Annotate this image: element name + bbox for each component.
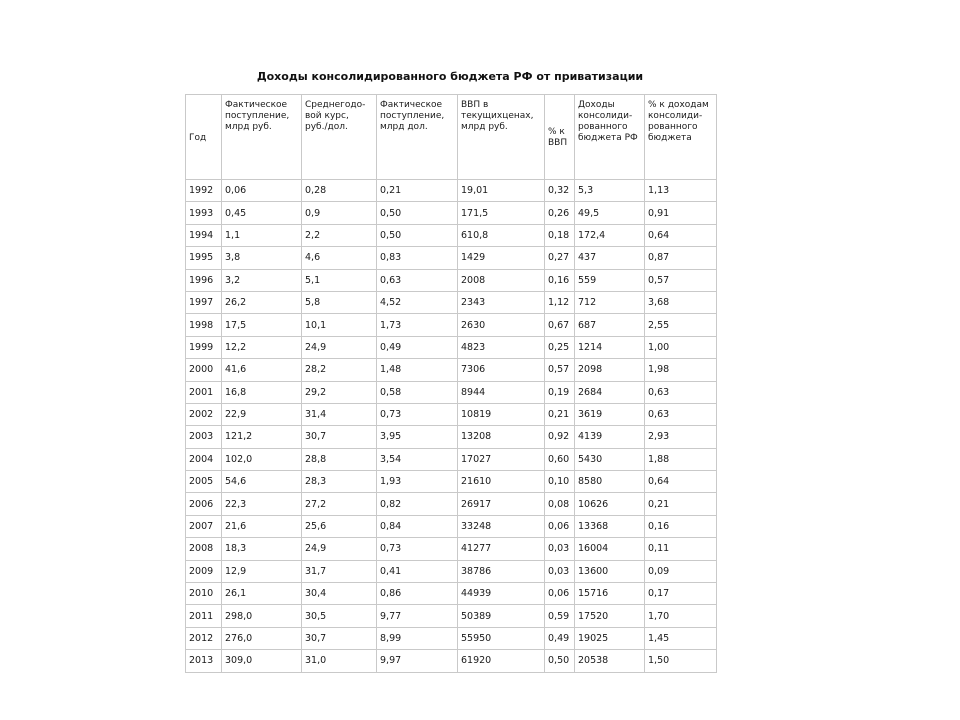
col-header-revenue-usd: Фактическое поступление, млрд дол. xyxy=(377,95,458,180)
cell-pct-budget: 1,45 xyxy=(645,627,717,649)
cell-year: 1993 xyxy=(186,202,222,224)
table-row xyxy=(186,515,717,537)
cell-revenue-rub: 18,3 xyxy=(222,538,302,560)
cell-gdp: 17027 xyxy=(458,448,545,470)
cell-revenue-rub: 121,2 xyxy=(222,426,302,448)
col-header-revenue-rub: Фактическое поступление, млрд руб. xyxy=(222,95,302,180)
cell-revenue-usd: 1,93 xyxy=(377,471,458,493)
cell-pct-budget: 0,57 xyxy=(645,269,717,291)
cell-exchange-rate: 0,9 xyxy=(302,202,377,224)
table-row xyxy=(186,336,717,358)
cell-year: 2007 xyxy=(186,515,222,537)
cell-exchange-rate: 30,7 xyxy=(302,426,377,448)
table-row xyxy=(186,605,717,627)
cell-pct-budget: 1,00 xyxy=(645,336,717,358)
cell-pct-gdp: 0,06 xyxy=(545,583,575,605)
cell-budget-revenue: 8580 xyxy=(575,471,645,493)
cell-revenue-usd: 0,41 xyxy=(377,560,458,582)
cell-revenue-rub: 54,6 xyxy=(222,471,302,493)
cell-year: 1998 xyxy=(186,314,222,336)
cell-revenue-usd: 0,73 xyxy=(377,538,458,560)
table-row xyxy=(186,493,717,515)
cell-pct-gdp: 0,25 xyxy=(545,336,575,358)
cell-year: 2011 xyxy=(186,605,222,627)
cell-gdp: 610,8 xyxy=(458,224,545,246)
cell-year: 2003 xyxy=(186,426,222,448)
cell-year: 2004 xyxy=(186,448,222,470)
cell-pct-gdp: 0,10 xyxy=(545,471,575,493)
cell-pct-gdp: 0,59 xyxy=(545,605,575,627)
cell-revenue-rub: 26,2 xyxy=(222,291,302,313)
col-header-year: Год xyxy=(186,95,222,180)
table-title: Доходы консолидированного бюджета РФ от приватизации xyxy=(256,70,644,83)
table-row xyxy=(186,538,717,560)
cell-revenue-usd: 9,77 xyxy=(377,605,458,627)
cell-year: 2001 xyxy=(186,381,222,403)
cell-gdp: 50389 xyxy=(458,605,545,627)
cell-budget-revenue: 13600 xyxy=(575,560,645,582)
cell-pct-gdp: 0,16 xyxy=(545,269,575,291)
cell-gdp: 55950 xyxy=(458,627,545,649)
cell-exchange-rate: 31,4 xyxy=(302,403,377,425)
cell-pct-budget: 1,13 xyxy=(645,180,717,202)
cell-year: 2006 xyxy=(186,493,222,515)
cell-pct-gdp: 0,57 xyxy=(545,359,575,381)
cell-exchange-rate: 30,7 xyxy=(302,627,377,649)
cell-exchange-rate: 28,8 xyxy=(302,448,377,470)
cell-revenue-usd: 0,86 xyxy=(377,583,458,605)
cell-budget-revenue: 5430 xyxy=(575,448,645,470)
cell-year: 1992 xyxy=(186,180,222,202)
cell-pct-budget: 0,63 xyxy=(645,403,717,425)
cell-year: 1996 xyxy=(186,269,222,291)
cell-exchange-rate: 31,7 xyxy=(302,560,377,582)
cell-gdp: 61920 xyxy=(458,650,545,672)
table-row xyxy=(186,471,717,493)
cell-year: 1994 xyxy=(186,224,222,246)
cell-gdp: 2630 xyxy=(458,314,545,336)
cell-pct-budget: 0,09 xyxy=(645,560,717,582)
cell-budget-revenue: 13368 xyxy=(575,515,645,537)
cell-pct-budget: 0,63 xyxy=(645,381,717,403)
table-row xyxy=(186,448,717,470)
cell-budget-revenue: 687 xyxy=(575,314,645,336)
cell-exchange-rate: 5,8 xyxy=(302,291,377,313)
cell-budget-revenue: 49,5 xyxy=(575,202,645,224)
cell-budget-revenue: 19025 xyxy=(575,627,645,649)
cell-year: 2009 xyxy=(186,560,222,582)
cell-gdp: 171,5 xyxy=(458,202,545,224)
cell-revenue-usd: 3,54 xyxy=(377,448,458,470)
col-header-exchange-rate: Среднегодо-вой курс, руб./дол. xyxy=(302,95,377,180)
cell-gdp: 38786 xyxy=(458,560,545,582)
table-row xyxy=(186,560,717,582)
cell-exchange-rate: 2,2 xyxy=(302,224,377,246)
cell-pct-budget: 1,88 xyxy=(645,448,717,470)
cell-gdp: 41277 xyxy=(458,538,545,560)
cell-budget-revenue: 5,3 xyxy=(575,180,645,202)
cell-exchange-rate: 24,9 xyxy=(302,538,377,560)
cell-revenue-usd: 0,83 xyxy=(377,247,458,269)
cell-revenue-rub: 309,0 xyxy=(222,650,302,672)
cell-revenue-usd: 9,97 xyxy=(377,650,458,672)
table-row xyxy=(186,291,717,313)
cell-revenue-rub: 3,2 xyxy=(222,269,302,291)
cell-revenue-rub: 298,0 xyxy=(222,605,302,627)
cell-budget-revenue: 15716 xyxy=(575,583,645,605)
cell-year: 2002 xyxy=(186,403,222,425)
cell-gdp: 7306 xyxy=(458,359,545,381)
cell-pct-budget: 0,91 xyxy=(645,202,717,224)
cell-gdp: 26917 xyxy=(458,493,545,515)
cell-budget-revenue: 172,4 xyxy=(575,224,645,246)
cell-pct-budget: 1,70 xyxy=(645,605,717,627)
cell-revenue-rub: 1,1 xyxy=(222,224,302,246)
cell-pct-gdp: 0,03 xyxy=(545,538,575,560)
cell-revenue-rub: 21,6 xyxy=(222,515,302,537)
cell-pct-budget: 0,64 xyxy=(645,224,717,246)
table-row xyxy=(186,426,717,448)
table-row xyxy=(186,224,717,246)
cell-exchange-rate: 28,2 xyxy=(302,359,377,381)
cell-revenue-rub: 41,6 xyxy=(222,359,302,381)
cell-exchange-rate: 30,4 xyxy=(302,583,377,605)
cell-gdp: 44939 xyxy=(458,583,545,605)
cell-year: 2013 xyxy=(186,650,222,672)
cell-budget-revenue: 559 xyxy=(575,269,645,291)
cell-pct-budget: 0,64 xyxy=(645,471,717,493)
cell-pct-gdp: 0,19 xyxy=(545,381,575,403)
cell-year: 2010 xyxy=(186,583,222,605)
cell-revenue-usd: 3,95 xyxy=(377,426,458,448)
cell-budget-revenue: 2684 xyxy=(575,381,645,403)
table-row xyxy=(186,650,717,672)
cell-pct-gdp: 0,21 xyxy=(545,403,575,425)
cell-budget-revenue: 10626 xyxy=(575,493,645,515)
cell-year: 1999 xyxy=(186,336,222,358)
cell-revenue-rub: 22,9 xyxy=(222,403,302,425)
cell-exchange-rate: 28,3 xyxy=(302,471,377,493)
cell-exchange-rate: 29,2 xyxy=(302,381,377,403)
cell-year: 1997 xyxy=(186,291,222,313)
cell-pct-budget: 3,68 xyxy=(645,291,717,313)
cell-gdp: 4823 xyxy=(458,336,545,358)
col-header-pct-budget: % к доходам консолиди-рованного бюджета xyxy=(645,95,717,180)
cell-exchange-rate: 0,28 xyxy=(302,180,377,202)
cell-pct-gdp: 0,26 xyxy=(545,202,575,224)
cell-revenue-usd: 8,99 xyxy=(377,627,458,649)
cell-exchange-rate: 31,0 xyxy=(302,650,377,672)
cell-revenue-usd: 0,82 xyxy=(377,493,458,515)
cell-pct-budget: 2,55 xyxy=(645,314,717,336)
col-header-budget-revenue: Доходы консолиди-рованного бюджета РФ xyxy=(575,95,645,180)
cell-pct-gdp: 0,67 xyxy=(545,314,575,336)
cell-revenue-rub: 16,8 xyxy=(222,381,302,403)
cell-pct-budget: 1,98 xyxy=(645,359,717,381)
cell-revenue-usd: 0,58 xyxy=(377,381,458,403)
cell-revenue-usd: 0,49 xyxy=(377,336,458,358)
table-row xyxy=(186,314,717,336)
table-row xyxy=(186,202,717,224)
cell-revenue-rub: 17,5 xyxy=(222,314,302,336)
cell-year: 1995 xyxy=(186,247,222,269)
cell-revenue-usd: 0,50 xyxy=(377,202,458,224)
cell-pct-gdp: 1,12 xyxy=(545,291,575,313)
cell-pct-budget: 2,93 xyxy=(645,426,717,448)
cell-exchange-rate: 30,5 xyxy=(302,605,377,627)
cell-gdp: 33248 xyxy=(458,515,545,537)
cell-pct-gdp: 0,92 xyxy=(545,426,575,448)
cell-pct-gdp: 0,27 xyxy=(545,247,575,269)
cell-budget-revenue: 1214 xyxy=(575,336,645,358)
cell-year: 2008 xyxy=(186,538,222,560)
cell-pct-budget: 0,17 xyxy=(645,583,717,605)
cell-revenue-usd: 0,84 xyxy=(377,515,458,537)
cell-pct-gdp: 0,06 xyxy=(545,515,575,537)
cell-revenue-rub: 12,2 xyxy=(222,336,302,358)
cell-pct-gdp: 0,03 xyxy=(545,560,575,582)
col-header-pct-gdp: % к ВВП xyxy=(545,95,575,180)
cell-year: 2005 xyxy=(186,471,222,493)
cell-revenue-rub: 276,0 xyxy=(222,627,302,649)
cell-revenue-usd: 0,63 xyxy=(377,269,458,291)
cell-exchange-rate: 5,1 xyxy=(302,269,377,291)
header-row xyxy=(186,95,717,180)
table-row xyxy=(186,403,717,425)
cell-year: 2012 xyxy=(186,627,222,649)
cell-budget-revenue: 437 xyxy=(575,247,645,269)
cell-revenue-rub: 102,0 xyxy=(222,448,302,470)
table-row xyxy=(186,381,717,403)
table-row xyxy=(186,583,717,605)
cell-revenue-usd: 0,50 xyxy=(377,224,458,246)
cell-exchange-rate: 24,9 xyxy=(302,336,377,358)
cell-gdp: 2343 xyxy=(458,291,545,313)
cell-pct-gdp: 0,32 xyxy=(545,180,575,202)
table-row xyxy=(186,359,717,381)
cell-exchange-rate: 4,6 xyxy=(302,247,377,269)
cell-budget-revenue: 4139 xyxy=(575,426,645,448)
cell-pct-budget: 0,16 xyxy=(645,515,717,537)
cell-revenue-usd: 1,48 xyxy=(377,359,458,381)
cell-revenue-usd: 4,52 xyxy=(377,291,458,313)
cell-pct-gdp: 0,60 xyxy=(545,448,575,470)
cell-pct-gdp: 0,50 xyxy=(545,650,575,672)
cell-gdp: 2008 xyxy=(458,269,545,291)
cell-pct-budget: 1,50 xyxy=(645,650,717,672)
cell-revenue-rub: 26,1 xyxy=(222,583,302,605)
cell-revenue-usd: 1,73 xyxy=(377,314,458,336)
cell-budget-revenue: 2098 xyxy=(575,359,645,381)
cell-budget-revenue: 17520 xyxy=(575,605,645,627)
table-row xyxy=(186,180,717,202)
cell-revenue-rub: 3,8 xyxy=(222,247,302,269)
cell-revenue-rub: 12,9 xyxy=(222,560,302,582)
cell-budget-revenue: 712 xyxy=(575,291,645,313)
cell-gdp: 19,01 xyxy=(458,180,545,202)
cell-budget-revenue: 3619 xyxy=(575,403,645,425)
cell-exchange-rate: 25,6 xyxy=(302,515,377,537)
cell-budget-revenue: 16004 xyxy=(575,538,645,560)
cell-revenue-rub: 22,3 xyxy=(222,493,302,515)
cell-gdp: 13208 xyxy=(458,426,545,448)
cell-gdp: 21610 xyxy=(458,471,545,493)
cell-revenue-usd: 0,73 xyxy=(377,403,458,425)
cell-revenue-rub: 0,45 xyxy=(222,202,302,224)
cell-pct-gdp: 0,08 xyxy=(545,493,575,515)
cell-gdp: 10819 xyxy=(458,403,545,425)
cell-exchange-rate: 27,2 xyxy=(302,493,377,515)
cell-pct-budget: 0,21 xyxy=(645,493,717,515)
cell-pct-budget: 0,11 xyxy=(645,538,717,560)
cell-exchange-rate: 10,1 xyxy=(302,314,377,336)
cell-pct-gdp: 0,18 xyxy=(545,224,575,246)
privatization-revenue-table xyxy=(185,94,717,673)
col-header-gdp: ВВП в текущихценах, млрд руб. xyxy=(458,95,545,180)
cell-budget-revenue: 20538 xyxy=(575,650,645,672)
table-row xyxy=(186,627,717,649)
table-row xyxy=(186,269,717,291)
cell-revenue-usd: 0,21 xyxy=(377,180,458,202)
table-row xyxy=(186,247,717,269)
cell-gdp: 1429 xyxy=(458,247,545,269)
cell-revenue-rub: 0,06 xyxy=(222,180,302,202)
cell-gdp: 8944 xyxy=(458,381,545,403)
cell-year: 2000 xyxy=(186,359,222,381)
cell-pct-gdp: 0,49 xyxy=(545,627,575,649)
cell-pct-budget: 0,87 xyxy=(645,247,717,269)
